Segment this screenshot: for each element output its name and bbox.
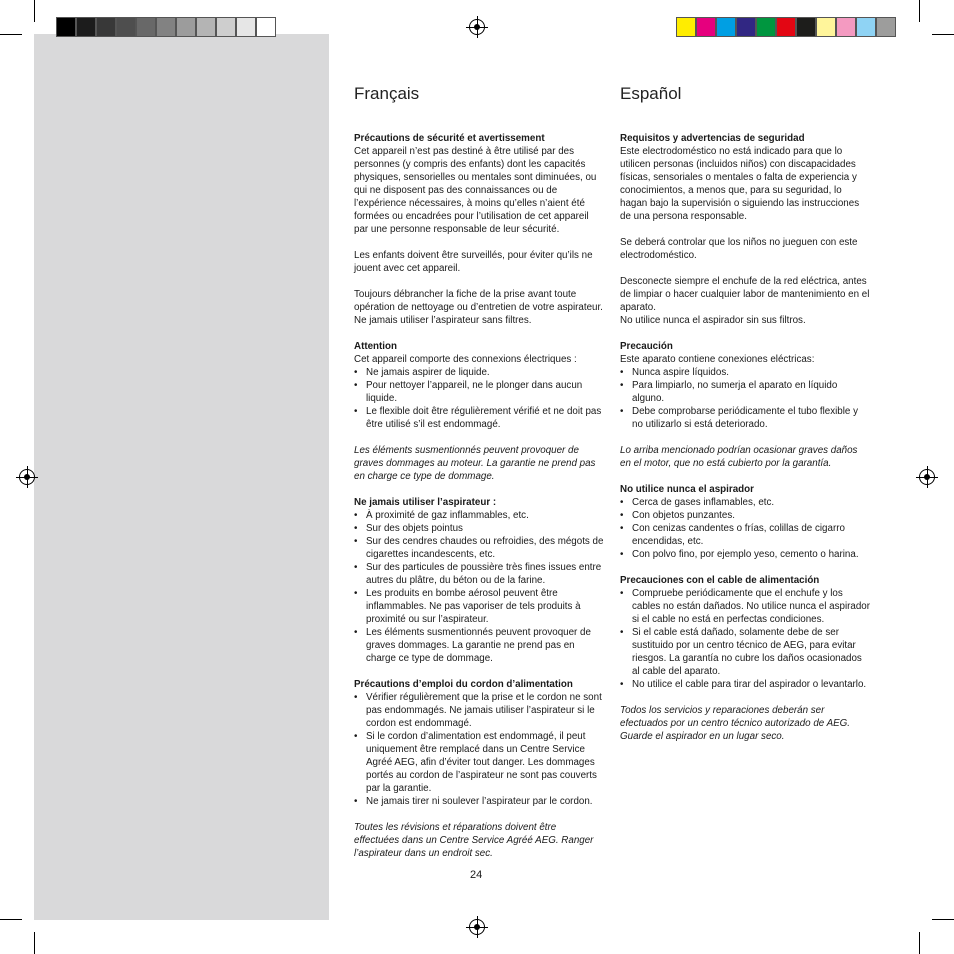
page-number: 24	[470, 869, 483, 881]
spanish-children-paragraph: Se deberá controlar que los niños no jueguen con este electrodoméstico.	[620, 237, 858, 261]
list-item: • Sur des particules de poussière très fines issues entre autres du plâtre, du béton ou de la farine.	[354, 561, 604, 587]
color-swatch	[216, 17, 236, 37]
list-item: • Le flexible doit être régulièrement vérifié et ne doit pas être utilisé s’il est endommagé.	[354, 405, 604, 431]
list-item: • Compruebe periódicamente que el enchufe y los cables no están dañados. No utilice nunca el aspirador si el cable no está en perfectas condiciones.	[620, 587, 870, 626]
spanish-precaution-list	[620, 366, 870, 431]
spanish-service-note: Todos los servicios y reparaciones deberán ser efectuados por un centro técnico autorizado de AEG. Guarde el aspirador en un lugar seco.	[620, 705, 851, 742]
french-title: Français	[354, 84, 420, 103]
crop-mark	[932, 34, 954, 35]
spanish-safety-heading: Requisitos y advertencias de seguridad	[620, 133, 805, 144]
spanish-cord-heading: Precauciones con el cable de alimentación	[620, 575, 820, 586]
french-attention-list	[354, 366, 604, 431]
registration-mark-icon	[469, 919, 485, 935]
color-swatch	[116, 17, 136, 37]
spanish-precaution-heading: Precaución	[620, 341, 673, 352]
color-swatch	[776, 17, 796, 37]
gray-panel	[34, 34, 329, 920]
list-item: • Les produits en bombe aérosol peuvent être inflammables. Ne pas vaporiser de tels produits à proximité ou sur l’aspirateur.	[354, 587, 604, 626]
list-item: • Con objetos punzantes.	[620, 509, 870, 522]
french-safety-paragraph: Cet appareil n’est pas destiné à être utilisé par des personnes (y compris des enfants) dont les capacités physiques, sensorielles ou mentales sont diminuées, ou qui ne disposent pas des connaissances ou de l’expérience nécessaires, à moins qu’elles n’aient été formées ou encadrées pour l’utilisation de cet appareil par une personne responsable de leur sécurité.	[354, 146, 597, 235]
french-attention-heading: Attention	[354, 341, 397, 352]
french-service-note: Toutes les révisions et réparations doivent être effectuées dans un Centre Service Agréé AEG. Ranger l’aspirateur dans un endroit sec.	[354, 822, 594, 859]
color-swatch	[756, 17, 776, 37]
crop-mark	[919, 932, 920, 954]
spanish-never-use-heading: No utilice nunca el aspirador	[620, 484, 754, 495]
spanish-unplug-paragraph: Desconecte siempre el enchufe de la red eléctrica, antes de limpiar o hacer cualquier labor de mantenimiento en el aparato.	[620, 276, 870, 313]
spanish-never-use-list	[620, 496, 870, 561]
french-attention-note: Les éléments susmentionnés peuvent provoquer de graves dommages au moteur. La garantie ne prend pas en charge ce type de dommage.	[354, 445, 596, 482]
color-swatch	[796, 17, 816, 37]
french-column	[354, 82, 604, 860]
french-unplug-paragraph: Toujours débrancher la fiche de la prise avant toute opération de nettoyage ou d’entretien de votre aspirateur. Ne jamais utiliser l’aspirateur sans filtres.	[354, 289, 603, 326]
registration-mark-icon	[19, 469, 35, 485]
french-children-paragraph: Les enfants doivent être surveillés, pour éviter qu’ils ne jouent avec cet appareil.	[354, 250, 593, 274]
spanish-precaution-note: Lo arriba mencionado podrían ocasionar graves daños en el motor, que no está cubierto por la garantía.	[620, 445, 858, 469]
list-item: • Con cenizas candentes o frías, colillas de cigarro encendidas, etc.	[620, 522, 870, 548]
color-swatch	[136, 17, 156, 37]
list-item: • Cerca de gases inflamables, etc.	[620, 496, 870, 509]
color-swatch	[676, 17, 696, 37]
color-swatch	[696, 17, 716, 37]
list-item: • À proximité de gaz inflammables, etc.	[354, 509, 604, 522]
spanish-title: Español	[620, 84, 682, 103]
list-item: • Pour nettoyer l’appareil, ne le plonger dans aucun liquide.	[354, 379, 604, 405]
list-item: • Si el cable está dañado, solamente debe de ser sustituido por un centro técnico de AEG, para evitar riesgos. La garantía no cubre los daños ocasionados al cable del aparato.	[620, 626, 870, 678]
color-swatch	[736, 17, 756, 37]
color-swatch-strip	[676, 17, 896, 37]
list-item: • Con polvo fino, por ejemplo yeso, cemento o harina.	[620, 548, 870, 561]
crop-mark	[0, 919, 22, 920]
french-cord-heading: Précautions d’emploi du cordon d’alimentation	[354, 679, 573, 690]
registration-mark-icon	[469, 19, 485, 35]
gray-swatch-strip	[56, 17, 276, 37]
color-swatch	[256, 17, 276, 37]
spanish-filters-line: No utilice nunca el aspirador sin sus filtros.	[620, 315, 806, 326]
spanish-precaution-intro: Este aparato contiene conexiones eléctricas:	[620, 354, 815, 365]
color-swatch	[76, 17, 96, 37]
french-never-use-heading: Ne jamais utiliser l’aspirateur :	[354, 497, 497, 508]
crop-mark	[0, 34, 22, 35]
registration-mark-icon	[919, 469, 935, 485]
color-swatch	[716, 17, 736, 37]
color-swatch	[196, 17, 216, 37]
crop-mark	[932, 919, 954, 920]
crop-mark	[34, 932, 35, 954]
list-item: • Ne jamais aspirer de liquide.	[354, 366, 604, 379]
color-swatch	[96, 17, 116, 37]
list-item: • Para limpiarlo, no sumerja el aparato en líquido alguno.	[620, 379, 870, 405]
list-item: • Si le cordon d’alimentation est endommagé, il peut uniquement être remplacé dans un Centre Service Agréé AEG, afin d’éviter tout danger. Les dommages portés au cordon de l’aspirateur ne sont pas couverts par la garantie.	[354, 730, 604, 795]
color-swatch	[156, 17, 176, 37]
list-item: • Sur des objets pointus	[354, 522, 604, 535]
crop-mark	[34, 0, 35, 22]
color-swatch	[56, 17, 76, 37]
spanish-cord-list	[620, 587, 870, 691]
crop-mark	[919, 0, 920, 22]
spanish-column	[620, 82, 870, 743]
french-never-use-list	[354, 509, 604, 665]
color-swatch	[876, 17, 896, 37]
list-item: • No utilice el cable para tirar del aspirador o levantarlo.	[620, 678, 870, 691]
french-cord-list	[354, 691, 604, 808]
list-item: • Debe comprobarse periódicamente el tubo flexible y no utilizarlo si está deteriorado.	[620, 405, 870, 431]
color-swatch	[836, 17, 856, 37]
color-swatch	[176, 17, 196, 37]
french-safety-heading: Précautions de sécurité et avertissement	[354, 133, 545, 144]
list-item: • Les éléments susmentionnés peuvent provoquer de graves dommages. La garantie ne prend pas en charge ce type de dommage.	[354, 626, 604, 665]
spanish-safety-paragraph: Este electrodoméstico no está indicado para que lo utilicen personas (incluidos niños) con discapacidades físicas, sensoriales o mentales o falta de experiencia y conocimientos, a menos que, para su seguridad, lo hagan bajo la supervisión o siguiendo las instrucciones de una persona responsable.	[620, 146, 860, 222]
color-swatch	[856, 17, 876, 37]
list-item: • Sur des cendres chaudes ou refroidies, des mégots de cigarettes incandescents, etc.	[354, 535, 604, 561]
list-item: • Ne jamais tirer ni soulever l’aspirateur par le cordon.	[354, 795, 604, 808]
list-item: • Nunca aspire líquidos.	[620, 366, 870, 379]
french-attention-intro: Cet appareil comporte des connexions électriques :	[354, 354, 577, 365]
color-swatch	[236, 17, 256, 37]
list-item: • Vérifier régulièrement que la prise et le cordon ne sont pas endommagés. Ne jamais utiliser l’aspirateur si le cordon est endommagé.	[354, 691, 604, 730]
color-swatch	[816, 17, 836, 37]
